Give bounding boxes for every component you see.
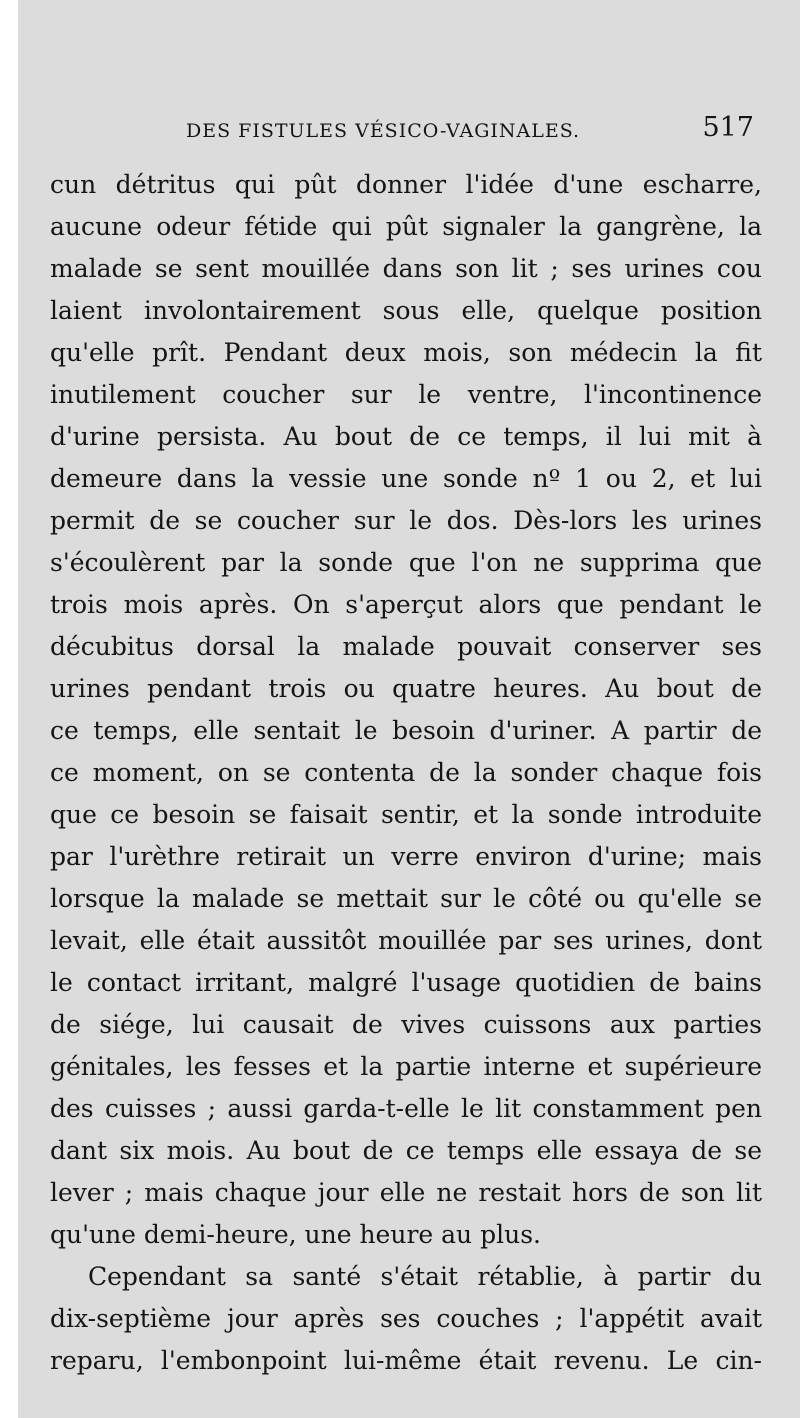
text-line: lorsque la malade se mettait sur le côté ou qu'elle se: [50, 884, 762, 913]
text-line: lever ; mais chaque jour elle ne restait hors de son lit: [50, 1178, 762, 1207]
text-line: urines pendant trois ou quatre heures. Au bout de: [50, 674, 762, 703]
text-line: des cuisses ; aussi garda-t-elle le lit constamment pen: [50, 1094, 762, 1123]
paragraph-start-line: Cependant sa santé s'était rétablie, à partir du: [88, 1262, 762, 1291]
text-line: décubitus dorsal la malade pouvait conserver ses: [50, 632, 762, 661]
page-header: [186, 112, 766, 146]
text-line: dant six mois. Au bout de ce temps elle essaya de se: [50, 1136, 762, 1165]
body-text: [50, 164, 762, 1382]
text-line: dix-septième jour après ses couches ; l'appétit avait: [50, 1304, 762, 1333]
text-line: par l'urèthre retirait un verre environ d'urine; mais: [50, 842, 762, 871]
text-line: le contact irritant, malgré l'usage quotidien de bains: [50, 968, 762, 997]
text-line: s'écoulèrent par la sonde que l'on ne supprima que: [50, 548, 762, 577]
text-line: levait, elle était aussitôt mouillée par ses urines, dont: [50, 926, 762, 955]
text-line: trois mois après. On s'aperçut alors que pendant le: [50, 590, 762, 619]
paragraph-end-line: qu'une demi-heure, une heure au plus.: [50, 1220, 541, 1249]
running-head: DES FISTULES VÉSICO-VAGINALES.: [186, 120, 581, 142]
text-line: inutilement coucher sur le ventre, l'incontinence: [50, 380, 762, 409]
text-line: malade se sent mouillée dans son lit ; ses urines cou: [50, 254, 762, 283]
book-page: [18, 0, 800, 1418]
text-line: de siége, lui causait de vives cuissons aux parties: [50, 1010, 762, 1039]
text-line: demeure dans la vessie une sonde nº 1 ou 2, et lui: [50, 464, 762, 493]
text-line: ce moment, on se contenta de la sonder chaque fois: [50, 758, 762, 787]
text-line: qu'elle prît. Pendant deux mois, son médecin la fit: [50, 338, 762, 367]
text-line: permit de se coucher sur le dos. Dès-lors les urines: [50, 506, 762, 535]
left-page-margin: [0, 0, 18, 1418]
text-line: aucune odeur fétide qui pût signaler la gangrène, la: [50, 212, 762, 241]
text-line: cun détritus qui pût donner l'idée d'une escharre,: [50, 170, 762, 199]
page-number: 517: [702, 112, 754, 143]
text-line: reparu, l'embonpoint lui-même était revenu. Le cin-: [50, 1346, 762, 1375]
text-line: génitales, les fesses et la partie interne et supérieure: [50, 1052, 762, 1081]
text-line: ce temps, elle sentait le besoin d'uriner. A partir de: [50, 716, 762, 745]
text-line: laient involontairement sous elle, quelque position: [50, 296, 762, 325]
text-line: que ce besoin se faisait sentir, et la sonde introduite: [50, 800, 762, 829]
text-line: d'urine persista. Au bout de ce temps, il lui mit à: [50, 422, 762, 451]
